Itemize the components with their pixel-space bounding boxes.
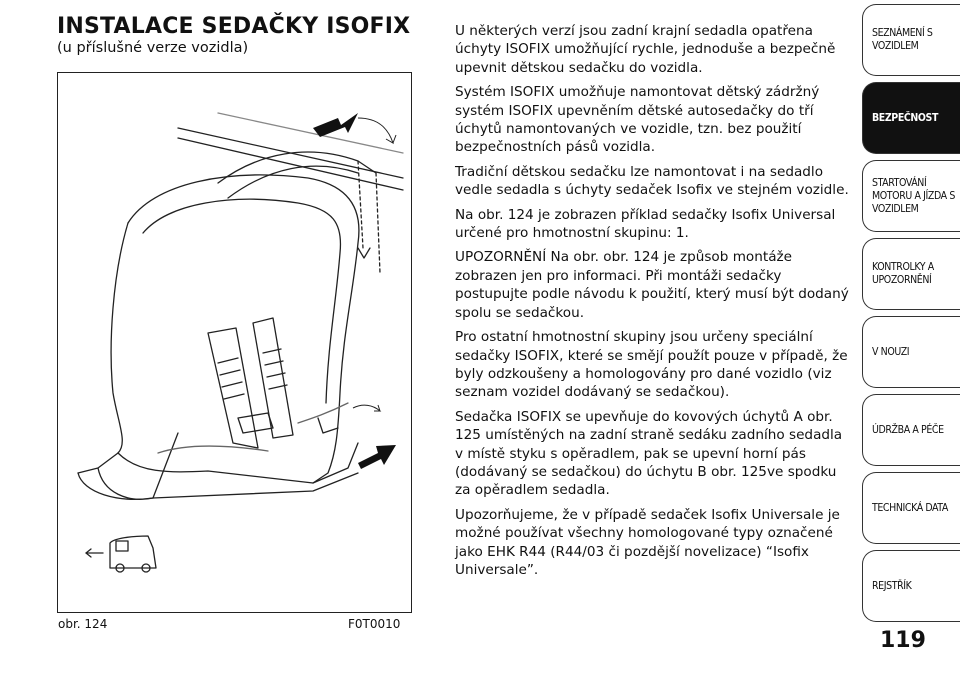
tab-label: TECHNICKÁ DATA (872, 501, 948, 514)
paragraph: Upozorňujeme, že v případě sedaček Isofix Universale je možné používat všechny homologované typy označené jako EHK R44 (R44/03 či pozdější novelizace) “Isofix Universale”. (455, 506, 840, 578)
tab-label: BEZPEČNOST (872, 111, 938, 124)
tab-label: STARTOVÁNÍ MOTORU A JÍZDA S VOZIDLEM (872, 176, 955, 215)
tab-seznameni[interactable] (862, 4, 960, 76)
tab-label: KONTROLKY A UPOZORNĚNÍ (872, 261, 934, 286)
figure-code: F0T0010 (348, 617, 401, 631)
tab-label: REJSTŘÍK (872, 579, 912, 592)
warning-paragraph: UPOZORNĚNÍ Na obr. obr. 124 je způsob montáže zobrazen jen pro informaci. Při montáži sedačky postupujte podle návodu k použití, který musí být dodaný spolu se sedačkou. (455, 249, 849, 321)
paragraph: U některých verzí jsou zadní krajní sedadla opatřena úchyty ISOFIX umožňující rychle, jednoduše a bezpečně upevnit dětskou sedačku do vozidla. (455, 23, 836, 76)
article-body (455, 22, 850, 585)
tab-label: ÚDRŽBA A PÉČE (872, 423, 944, 436)
paragraph: Tradiční dětskou sedačku lze namontovat i na sedadlo vedle sedadla s úchyty sedaček Isofix ve stejném vozidle. (455, 163, 849, 199)
section-subtitle: (u příslušné verze vozidla) (57, 40, 249, 56)
tab-bezpecnost[interactable] (862, 82, 960, 154)
tab-v-nouzi[interactable] (862, 316, 960, 388)
tab-startovani[interactable] (862, 160, 960, 232)
paragraph: Sedačka ISOFIX se upevňuje do kovových úchytů A obr. 125 umístěných na zadní straně sedáku zadního sedadla v místě styku s opěradlem, pak se upevní horní pás (dodávaný se sedačkou) do úchytu B obr. 125ve spodku za opěradlem sedadla. (455, 408, 843, 499)
figure-child-seat-illustration (57, 72, 412, 613)
figure-label: obr. 124 (58, 617, 108, 631)
child-seat-drawing (58, 73, 411, 612)
tab-label: V NOUZI (872, 345, 910, 358)
tab-rejstrik[interactable] (862, 550, 960, 622)
chapter-tabs (858, 0, 960, 678)
page-number: 119 (880, 628, 926, 653)
section-title: INSTALACE SEDAČKY ISOFIX (57, 14, 411, 39)
paragraph: Na obr. 124 je zobrazen příklad sedačky Isofix Universal určené pro hmotnostní skupinu: 1. (455, 206, 836, 242)
tab-label: SEZNÁMENÍ S VOZIDLEM (872, 27, 933, 52)
tab-kontrolky[interactable] (862, 238, 960, 310)
tab-technicka-data[interactable] (862, 472, 960, 544)
paragraph: Systém ISOFIX umožňuje namontovat dětský zádržný systém ISOFIX upevněním dětské autosedačky do tří úchytů namontovaných ve vozidle, tzn. bez použití bezpečnostních pásů vozidla. (455, 84, 820, 156)
tab-udrzba[interactable] (862, 394, 960, 466)
paragraph: Pro ostatní hmotnostní skupiny jsou určeny speciální sedačky ISOFIX, které se smějí použít pouze v případě, že byly odzkoušeny a homologovány pro dané vozidlo (viz seznam vozidel dodávaný se sedačkou). (455, 329, 848, 401)
